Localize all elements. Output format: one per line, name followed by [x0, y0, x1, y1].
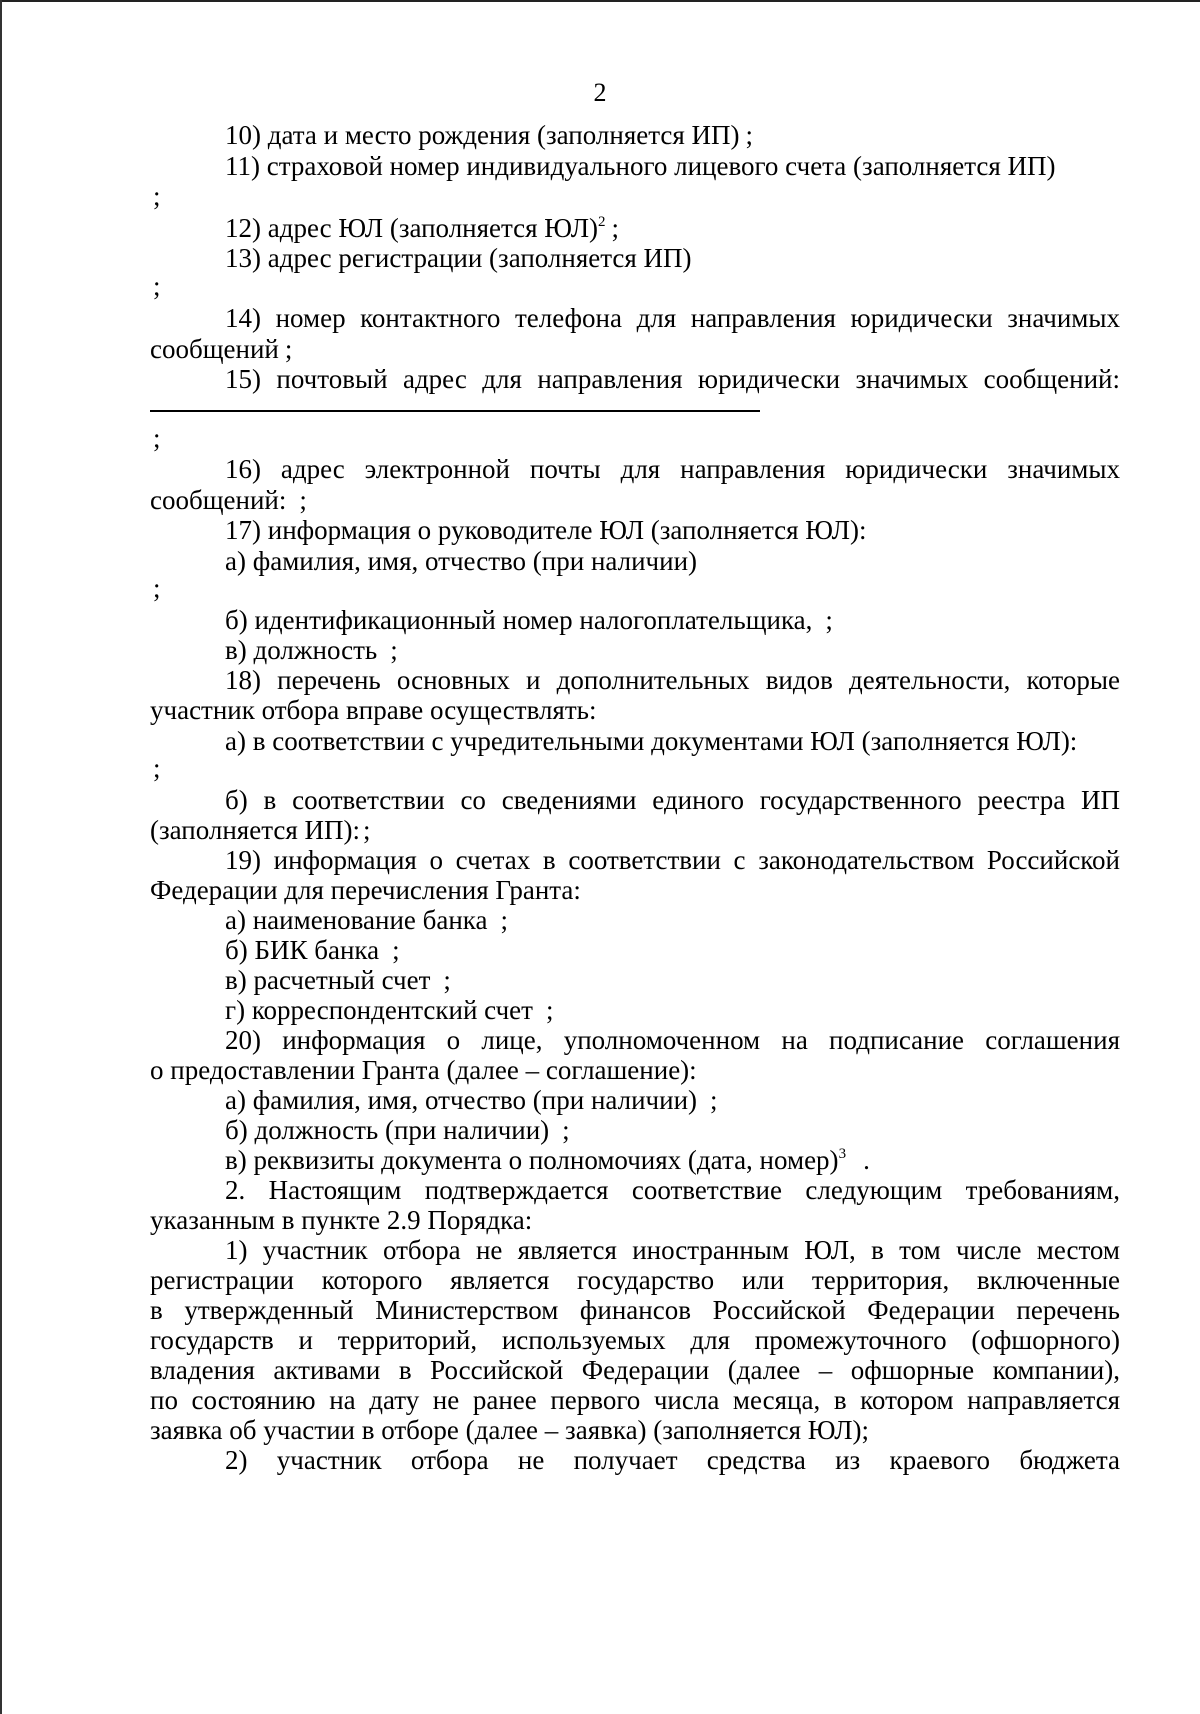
item-12-label: 12) адрес ЮЛ (заполняется ЮЛ)$^2$	[225, 213, 606, 243]
item-20a: а) фамилия, имя, отчество (при наличии) ;	[225, 1085, 718, 1115]
footnote-ref-3: 3	[838, 1146, 847, 1162]
item-11-label: 11) страховой номер индивидуального лицевого счета (заполняется ИП)	[225, 151, 1056, 181]
item-20-line1: 20) информация о лице, уполномоченном на подписание соглашения	[225, 1025, 1120, 1055]
req-2-line1: 2) участник отбора не получает средства из краевого бюджета	[225, 1445, 1120, 1475]
item-13-line: ;	[153, 271, 161, 301]
item-10: 10) дата и место рождения (заполняется ИП) ;	[225, 120, 754, 150]
req-1-line1: 1) участник отбора не является иностранным ЮЛ, в том числе местом	[225, 1235, 1120, 1265]
item-18-line1: 18) перечень основных и дополнительных видов деятельности, которые	[225, 665, 1120, 695]
item-19-line2: Федерации для перечисления Гранта:	[150, 875, 581, 905]
section-2-line1: 2. Настоящим подтверждается соответствие следующим требованиям,	[225, 1175, 1120, 1205]
item-19b: б) БИК банка ;	[225, 935, 400, 965]
item-18a: а) в соответствии с учредительными документами ЮЛ (заполняется ЮЛ):	[225, 726, 1078, 756]
item-11-line: ;	[153, 181, 161, 211]
scan-edge-top	[0, 0, 1200, 2]
item-13-label: 13) адрес регистрации (заполняется ИП)	[225, 243, 692, 273]
req-1-line6: по состоянию на дату не ранее первого числа месяца, в котором направляется	[150, 1385, 1120, 1415]
item-20-line2: о предоставлении Гранта (далее – соглашение):	[150, 1055, 697, 1085]
item-17c: в) должность ;	[225, 635, 398, 665]
item-17b: б) идентификационный номер налогоплательщика, ;	[225, 605, 833, 635]
item-17-label: 17) информация о руководителе ЮЛ (заполняется ЮЛ):	[225, 515, 867, 545]
item-20c: в) реквизиты документа о полномочиях (дата, номер)$^3$ .	[225, 1145, 870, 1175]
item-18a-line: ;	[153, 753, 161, 783]
item-18b-line2: (заполняется ИП): ;	[150, 815, 371, 845]
item-18-line2: участник отбора вправе осуществлять:	[150, 695, 597, 725]
item-12: 12) адрес ЮЛ (заполняется ЮЛ)$^2$ ;	[225, 213, 620, 243]
footnote-ref-2: 2	[598, 214, 606, 230]
item-19-line1: 19) информация о счетах в соответствии с законодательством Российской	[225, 845, 1120, 875]
item-17a-line: ;	[153, 573, 161, 603]
item-18b-line1: б) в соответствии со сведениями единого государственного реестра ИП	[225, 785, 1120, 815]
item-14-cont: сообщений ;	[150, 334, 293, 364]
item-15-blank[interactable]	[150, 410, 760, 412]
page-number: 2	[593, 78, 607, 107]
item-14-label: 14) номер контактного телефона для направления юридически значимых	[225, 303, 1120, 333]
req-1-line7: заявка об участии в отборе (далее – заявка) (заполняется ЮЛ);	[150, 1415, 869, 1445]
req-1-line2: регистрации которого является государство или территория, включенные	[150, 1265, 1120, 1295]
section-2-line2: указанным в пункте 2.9 Порядка:	[150, 1205, 533, 1235]
item-19a: а) наименование банка ;	[225, 905, 509, 935]
item-20b: б) должность (при наличии) ;	[225, 1115, 570, 1145]
item-17a: а) фамилия, имя, отчество (при наличии)	[225, 546, 698, 576]
req-1-line4: государств и территорий, используемых для промежуточного (офшорного)	[150, 1325, 1120, 1355]
item-19c: в) расчетный счет ;	[225, 965, 451, 995]
item-15-line: ;	[153, 423, 161, 453]
scan-edge-left	[0, 0, 2, 1714]
item-16-label: 16) адрес электронной почты для направления юридически значимых	[225, 454, 1120, 484]
item-15-label: 15) почтовый адрес для направления юридически значимых сообщений:	[225, 364, 1120, 394]
req-1-line3: в утвержденный Министерством финансов Российской Федерации перечень	[150, 1295, 1120, 1325]
item-16-cont: сообщений: ;	[150, 485, 307, 515]
item-10-label: 10) дата и место рождения (заполняется ИП)	[225, 120, 740, 150]
req-1-line5: владения активами в Российской Федерации (далее – офшорные компании),	[150, 1355, 1120, 1385]
item-19d: г) корреспондентский счет ;	[225, 995, 554, 1025]
